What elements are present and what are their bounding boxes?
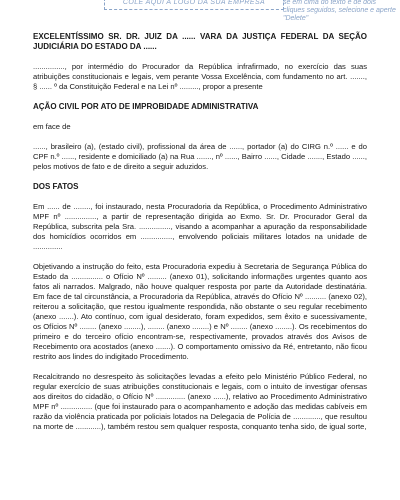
defendant-paragraph: ......, brasileiro (a), (estado civil), profissional da área de ......, portador (a) do CIRG n.º ...... e do CPF n.º ......, residente e domiciliado (a) na Rua ......., nº ......, Bairro ......, Cidade ......., Estado ......, pelos motivos de fato e de direito a seguir aduzidos. <box>33 142 367 171</box>
edit-hint: se em cima do texto e dê dois cliques seguidos, selecione e aperte "Delete" <box>283 0 396 22</box>
facts-paragraph-3: Recalcitrando no desrespeito às solicitações levadas a efeito pelo Ministério Público Federal, no regular exercício de suas atribuições constitucionais e legais, com o intuito de investigar ofensas aos direitos do cidadão, o Ofício Nº .............. (anexo ......), relativo ao Procedimento Administrativo MPF nº ............... (que foi instaurado para o acompanhamento e adoção das medidas cabíveis em razão da violência praticada por policiais lotados na Delegacia de Polícia de ............., que resultou na morte de ............), também restou sem qualquer resposta, conquanto tenha sido, de igual sorte, <box>33 372 367 431</box>
action-heading: AÇÃO CIVIL POR ATO DE IMPROBIDADE ADMINISTRATIVA <box>33 102 259 111</box>
logo-placeholder: COLE AQUI A LOGO DA SUA EMPRESA <box>104 0 284 10</box>
intro-paragraph: ..............., por intermédio do Procurador da República infrafirmado, no exercício das suas atribuições constitucionais e legais, vem perante Vossa Excelência, com fundamento no art. ......., § ...... º da Constituição Federal e na Lei nº ........., propor a presente <box>33 62 367 91</box>
against-text: em face de <box>33 122 71 131</box>
facts-paragraph-1: Em ...... de ........, foi instaurado, nesta Procuradoria da República, o Procedimento Administrativo MPF nº ..............., a partir de representação dirigida ao Exmo. Sr. Dr. Procurador Geral da República, subscrita pela Sra. ..............., visando a acompanhar a apuração da responsabilidade dos homicídios ocorridos em ..............., envolvendo policiais militares lotados na unidade de .............. <box>33 202 367 251</box>
document-body <box>33 32 367 432</box>
facts-heading: DOS FATOS <box>33 182 79 191</box>
document-title: EXCELENTÍSSIMO SR. DR. JUIZ DA ...... VARA DA JUSTIÇA FEDERAL DA SEÇÃO JUDICIÁRIA DO ESTADO DA ...... <box>33 32 367 51</box>
facts-paragraph-2: Objetivando a instrução do feito, esta Procuradoria expediu à Secretaria de Segurança Pública do Estado da ............... o Ofício Nº ......... (anexo 01), solicitando informações urgentes quanto aos fatos ali narrados. Malgrado, não houve qualquer resposta por parte da Autoridade destinatária. Em face de tal circunstância, a Procuradoria da República, através do Ofício Nº .......... (anexo 02), reiterou a solicitação, que restou igualmente respondida, não obstante o seu regular recebimento (anexo .......). Ato contínuo, com igual desiderato, foram expedidos, sem êxito e sucessivamente, os Ofícios Nº ........ (anexo ........), ........ (anexo ........) e Nº ........ (anexo ........). Os recebimentos do primeiro e do terceiro ofício encontram-se, respectivamente, provados através dos Avisos de Recebimento ora acostados (anexo .......). O comportamento omissivo da Ré, entretanto, não ficou restrito aos lindes do indigitado Procedimento. <box>33 262 367 361</box>
